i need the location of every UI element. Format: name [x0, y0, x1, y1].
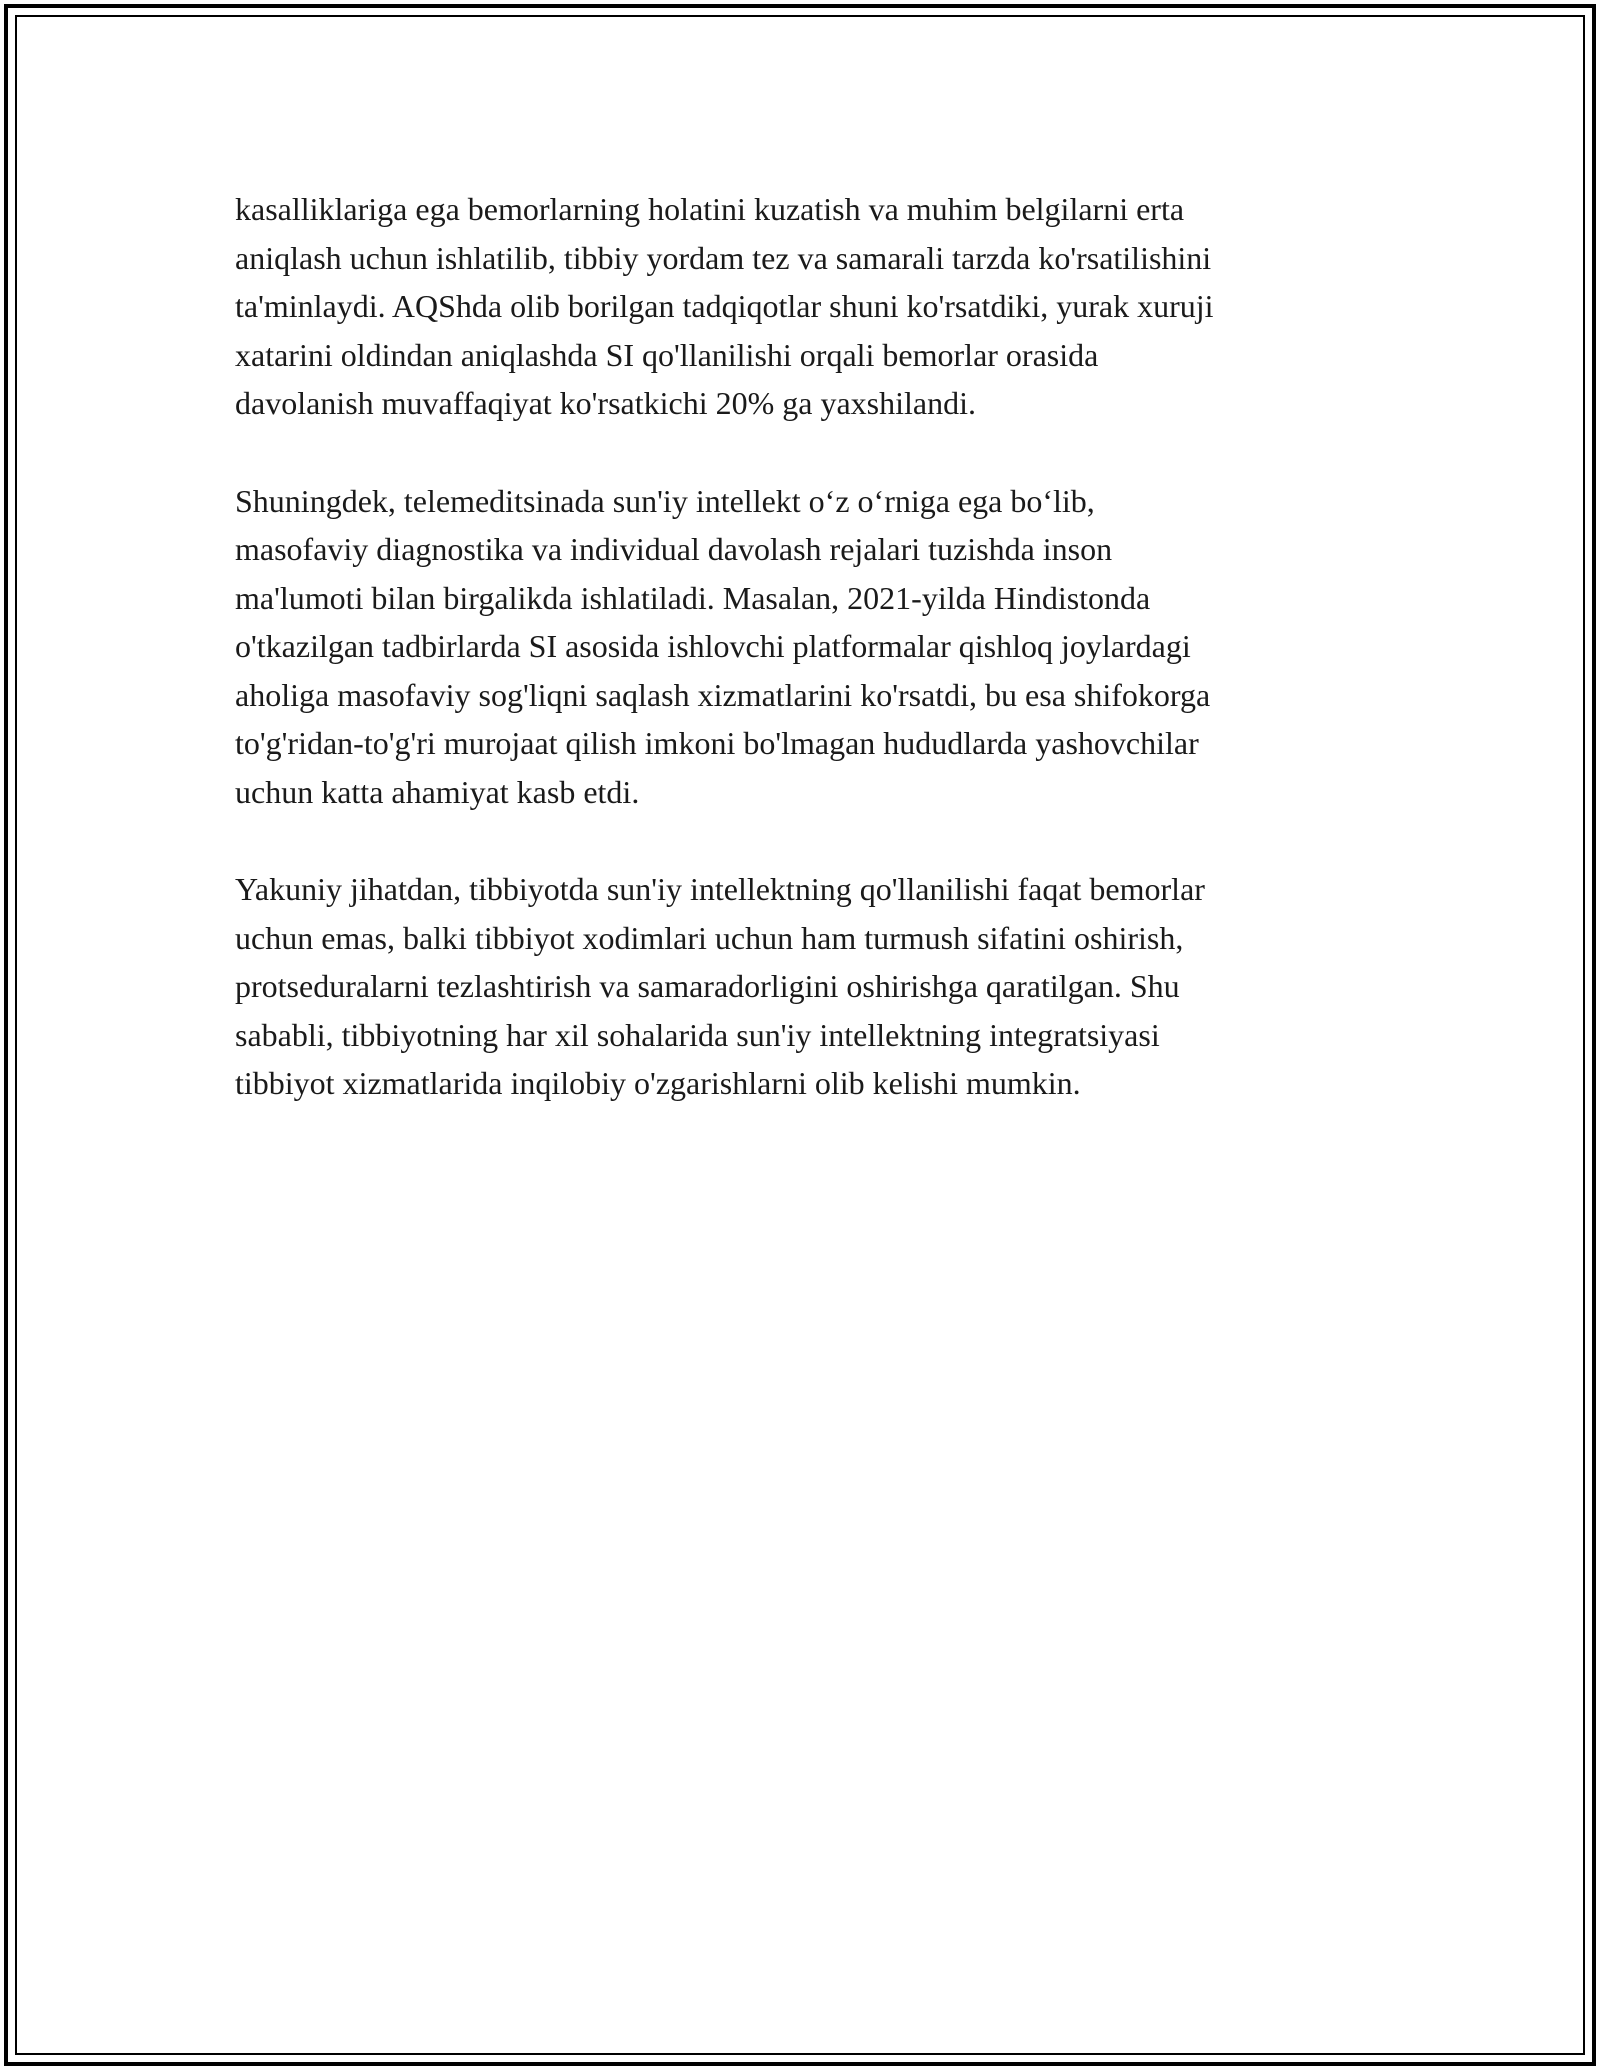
text-line: to'g'ridan-to'g'ri murojaat qilish imkoni bo'lmagan hududlarda yashovchilar	[235, 725, 1199, 761]
text-line: uchun emas, balki tibbiyot xodimlari uchun ham turmush sifatini oshirish,	[235, 919, 1184, 956]
text-line: davolanish muvaffaqiyat ko'rsatkichi 20% ga yaxshilandi.	[235, 385, 976, 421]
text-line: o'tkazilgan tadbirlarda SI asosida ishlovchi platformalar qishloq joylardagi	[235, 628, 1191, 664]
paragraph-3	[235, 865, 1375, 1108]
paragraph-2	[235, 477, 1375, 817]
text-line: xatarini oldindan aniqlashda SI qo'llanilishi orqali bemorlar orasida	[235, 336, 1099, 373]
text-line: tibbiyot xizmatlarida inqilobiy o'zgarishlarni olib kelishi mumkin.	[235, 1065, 1081, 1101]
text-line: ma'lumoti bilan birgalikda ishlatiladi. Masalan, 2021-yilda Hindistonda	[235, 579, 1151, 616]
text-line: aholiga masofaviy sog'liqni saqlash xizmatlarini ko'rsatdi, bu esa shifokorga	[235, 676, 1211, 713]
text-line: ta'minlaydi. AQShda olib borilgan tadqiqotlar shuni ko'rsatdiki, yurak xuruji	[235, 288, 1214, 324]
text-line: kasalliklariga ega bemorlarning holatini kuzatish va muhim belgilarni erta	[235, 191, 1185, 227]
paragraph-1	[235, 185, 1375, 428]
text-line: Yakuniy jihatdan, tibbiyotda sun'iy intellektning qo'llanilishi faqat bemorlar	[235, 871, 1205, 907]
text-line: uchun katta ahamiyat kasb etdi.	[235, 773, 640, 810]
text-line: protseduralarni tezlashtirish va samaradorligini oshirishga qaratilgan. Shu	[235, 968, 1180, 1004]
text-line: aniqlash uchun ishlatilib, tibbiy yordam tez va samarali tarzda ko'rsatilishini	[235, 239, 1212, 276]
text-line: sababli, tibbiyotning har xil sohalarida sun'iy intellektning integratsiyasi	[235, 1016, 1160, 1053]
document-body	[235, 185, 1375, 1157]
text-line: masofaviy diagnostika va individual davolash rejalari tuzishda inson	[235, 531, 1113, 567]
text-line: Shuningdek, telemeditsinada sun'iy intellekt oʻz oʻrniga ega boʻlib,	[235, 482, 1095, 519]
